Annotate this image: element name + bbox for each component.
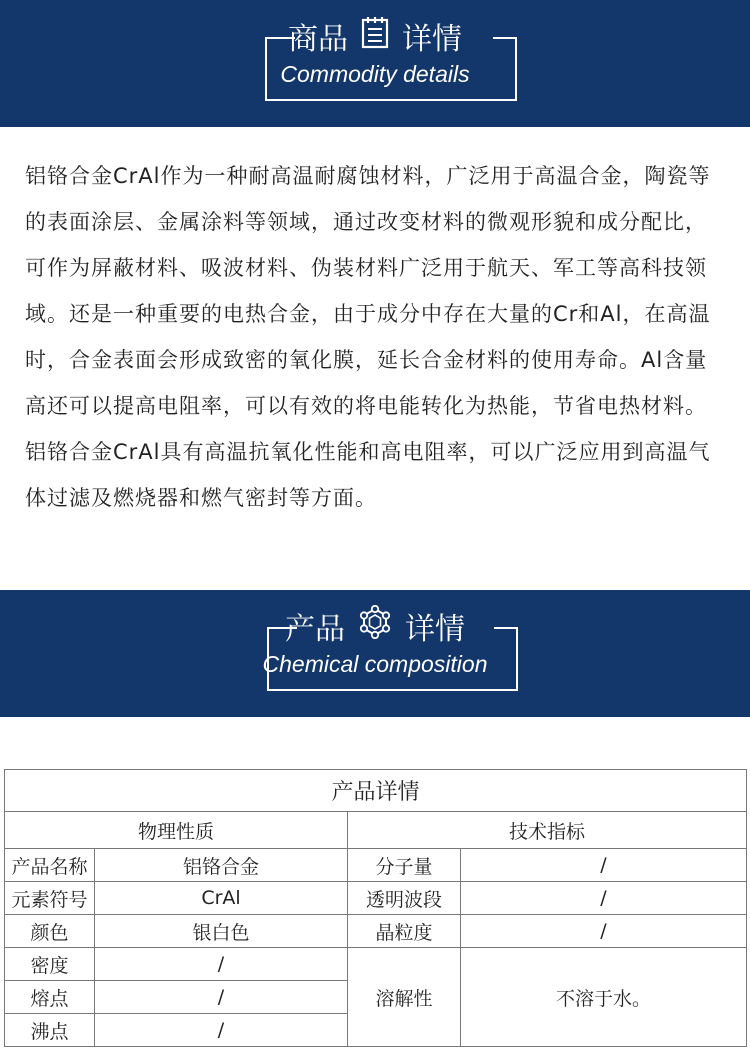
spec-label: 分子量 xyxy=(348,849,461,882)
description-paragraph: 铝铬合金CrAl具有高温抗氧化性能和高电阻率，可以广泛应用到高温气体过滤及燃烧器和燃气密封等方面。 xyxy=(25,440,711,510)
chemical-composition-subtitle: Chemical composition xyxy=(262,651,488,677)
heading-word-right: 详情 xyxy=(402,22,462,57)
spec-value: / xyxy=(461,849,747,882)
table-title: 产品详情 xyxy=(5,770,747,812)
property-label: 元素符号 xyxy=(5,882,95,915)
notepad-icon xyxy=(360,15,390,57)
property-label: 颜色 xyxy=(5,915,95,948)
solubility-label: 溶解性 xyxy=(348,948,461,1047)
heading-word-left: 产品 xyxy=(285,612,345,647)
property-value: / xyxy=(95,948,348,981)
product-details-table xyxy=(4,769,747,1047)
property-label: 熔点 xyxy=(5,981,95,1014)
spec-value: / xyxy=(461,915,747,948)
property-label: 产品名称 xyxy=(5,849,95,882)
property-label: 沸点 xyxy=(5,1014,95,1047)
heading-word-right: 详情 xyxy=(405,612,465,647)
spec-label: 晶粒度 xyxy=(348,915,461,948)
property-label: 密度 xyxy=(5,948,95,981)
heading-word-left: 商品 xyxy=(288,22,348,57)
technical-specs-header: 技术指标 xyxy=(348,812,747,849)
commodity-details-heading xyxy=(0,14,750,58)
property-value: / xyxy=(95,981,348,1014)
commodity-details-subtitle: Commodity details xyxy=(280,61,470,87)
spec-value: / xyxy=(461,882,747,915)
property-value: 铝铬合金 xyxy=(95,849,348,882)
molecule-icon xyxy=(357,605,393,647)
physical-properties-header: 物理性质 xyxy=(5,812,348,849)
table-row xyxy=(5,882,747,915)
table-row xyxy=(5,849,747,882)
property-value: 银白色 xyxy=(95,915,348,948)
property-value: CrAl xyxy=(95,882,348,915)
spec-label: 透明波段 xyxy=(348,882,461,915)
table-row xyxy=(5,948,747,981)
chemical-composition-heading xyxy=(0,604,750,648)
product-description xyxy=(25,153,725,521)
solubility-value: 不溶于水。 xyxy=(461,948,747,1047)
description-paragraph: 铝铬合金CrAl作为一种耐高温耐腐蚀材料，广泛用于高温合金，陶瓷等的表面涂层、金属涂料等领域，通过改变材料的微观形貌和成分配比，可作为屏蔽材料、吸波材料、伪装材料广泛用于航天、军工等高科技领域。还是一种重要的电热合金，由于成分中存在大量的Cr和Al，在高温时，合金表面会形成致密的氧化膜，延长合金材料的使用寿命。Al含量高还可以提高电阻率，可以有效的将电能转化为热能，节省电热材料。 xyxy=(25,164,711,418)
property-value: / xyxy=(95,1014,348,1047)
table-row xyxy=(5,915,747,948)
